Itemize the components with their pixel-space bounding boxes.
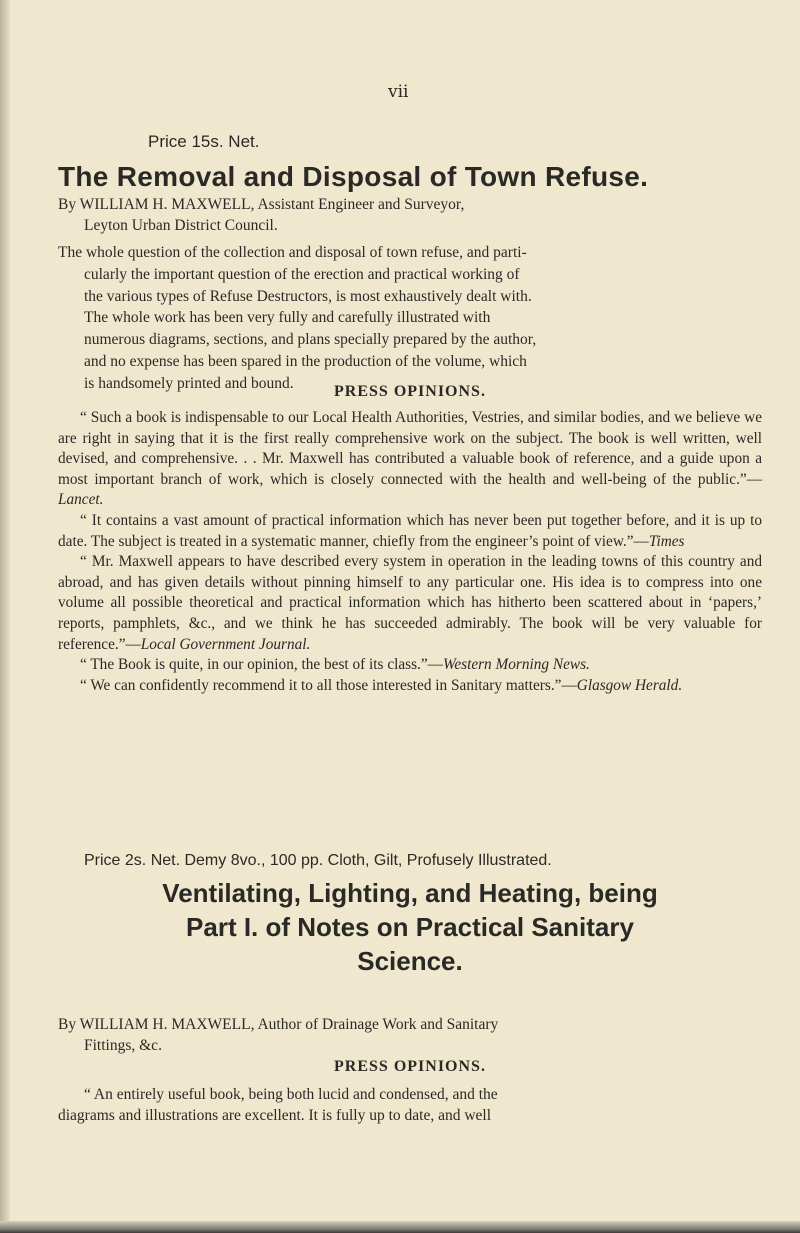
review-source: Times <box>648 532 685 550</box>
review-text: “ The Book is quite, in our opinion, the best of its class.”— <box>80 656 443 674</box>
book2-byline-line2: Fittings, &c. <box>84 1037 162 1054</box>
review-text: “ Such a book is indispensable to our Local Health Authorities, Vestries, and similar bodies, and we believe we are right in saying that it is the first really comprehensive work on the subject. The book is well written, well devised, and comprehensive. . . Mr. Maxwell has contributed a valuable book of reference, and a guide upon a most important branch of work, which is closely connected with the health and well-being of the public.”— <box>58 409 762 488</box>
book2-title <box>58 876 762 978</box>
book1-title: The Removal and Disposal of Town Refuse. <box>58 161 649 192</box>
review-source: Glasgow Herald. <box>576 676 683 694</box>
book1-reviews <box>58 408 762 696</box>
review-text: “ Mr. Maxwell appears to have described every system in operation in the leading towns of this country and abroad, and has given details without pinning himself to any particular one. His idea is to compress into one volume all possible theoretical and practical information which has hitherto been scattered about in ‘papers,’ reports, pamphlets, &c., and we think he has succeeded admirably. The book will be very valuable for reference.”— <box>58 553 762 653</box>
book2-price: Price 2s. Net. Demy 8vo., 100 pp. Cloth, Gilt, Profusely Illustrated. <box>84 852 552 869</box>
review-source: Western Morning News. <box>442 656 590 674</box>
page-number: vii <box>388 82 409 102</box>
book1-description <box>58 242 762 395</box>
book1-description-line: The whole work has been very fully and carefully illustrated with <box>84 309 491 327</box>
review-source: Local Government Journal. <box>140 635 311 653</box>
page-bottom-edge <box>0 1221 800 1233</box>
review-text: “ It contains a vast amount of practical information which has never been put together before, and it is up to date. The subject is treated in a systematic manner, chiefly from the engineer’s point of view.”— <box>58 511 762 550</box>
book1-price: Price 15s. Net. <box>148 132 260 151</box>
review-source: Lancet. <box>58 491 104 509</box>
review-lancet <box>58 408 762 511</box>
book1-description-line: numerous diagrams, sections, and plans specially prepared by the author, <box>84 331 537 349</box>
review-glasgow-herald <box>58 676 762 697</box>
review-times <box>58 511 762 552</box>
book1-byline-line1: By WILLIAM H. MAXWELL, Assistant Engineer and Surveyor, <box>58 196 465 213</box>
book1-description-line: the various types of Refuse Destructors, is most exhaustively dealt with. <box>84 287 532 305</box>
book2-byline-line1: By WILLIAM H. MAXWELL, Author of Drainage Work and Sanitary <box>58 1016 499 1033</box>
book1-byline-line2: Leyton Urban District Council. <box>84 217 278 234</box>
book2-byline <box>58 1014 762 1056</box>
review-local-government-journal <box>58 552 762 655</box>
book2-review-line2: diagrams and illustrations are excellent. It is fully up to date, and well <box>58 1107 492 1124</box>
book1-description-line: cularly the important question of the erection and practical working of <box>84 265 520 283</box>
book2-reviews <box>58 1084 762 1126</box>
book1-press-heading: PRESS OPINIONS. <box>334 383 486 400</box>
book2-title-line2: Part I. of Notes on Practical Sanitary <box>186 912 634 942</box>
book1-description-line: is handsomely printed and bound. <box>84 374 294 392</box>
book2-press-heading: PRESS OPINIONS. <box>334 1058 486 1075</box>
book1-description-line: The whole question of the collection and disposal of town refuse, and parti- <box>58 244 527 261</box>
review-western-morning-news <box>58 655 762 676</box>
book2-title-line1: Ventilating, Lighting, and Heating, being <box>162 878 658 908</box>
page-binding-edge <box>0 0 10 1233</box>
book2-title-line3: Science. <box>357 946 463 976</box>
book1-byline <box>58 194 762 236</box>
review-text: “ We can confidently recommend it to all those interested in Sanitary matters.”— <box>80 676 577 694</box>
book1-description-line: and no expense has been spared in the production of the volume, which <box>84 352 527 370</box>
book2-review-line1: “ An entirely useful book, being both lucid and condensed, and the <box>84 1086 498 1103</box>
